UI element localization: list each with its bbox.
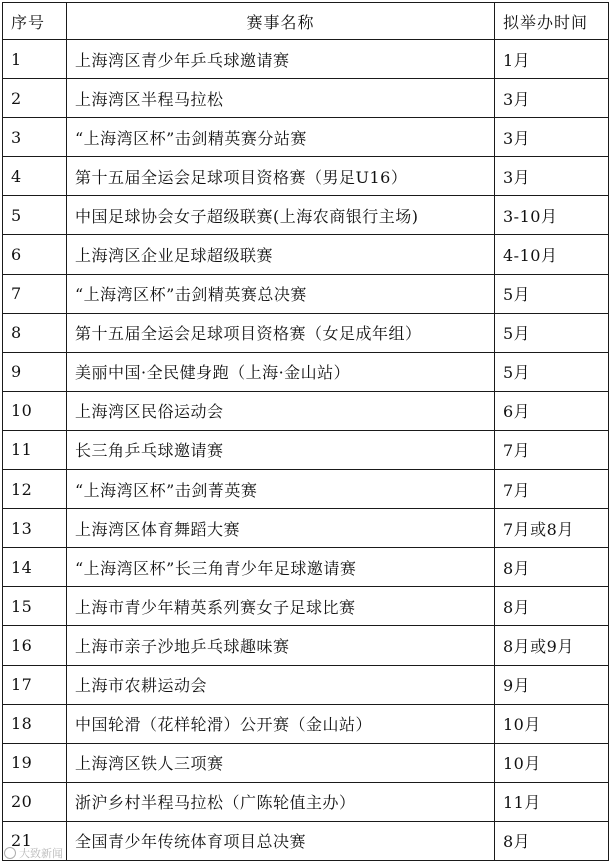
cell-planned-time: 8月 bbox=[495, 587, 609, 626]
cell-planned-time: 3月 bbox=[495, 118, 609, 157]
cell-event-name: 长三角乒乓球邀请赛 bbox=[67, 430, 495, 469]
cell-event-name: 美丽中国·全民健身跑（上海·金山站） bbox=[67, 352, 495, 391]
cell-event-name: 上海湾区企业足球超级联赛 bbox=[67, 235, 495, 274]
cell-event-name: “上海湾区杯”击剑菁英赛 bbox=[67, 470, 495, 509]
cell-event-name: 上海湾区青少年乒乓球邀请赛 bbox=[67, 40, 495, 79]
cell-number: 18 bbox=[3, 704, 67, 743]
table-row bbox=[3, 821, 609, 860]
cell-event-name: 上海湾区铁人三项赛 bbox=[67, 743, 495, 782]
table-row bbox=[3, 235, 609, 274]
table-row bbox=[3, 40, 609, 79]
cell-event-name: 第十五届全运会足球项目资格赛（女足成年组） bbox=[67, 313, 495, 352]
header-number: 序号 bbox=[3, 3, 67, 40]
events-table bbox=[2, 2, 609, 861]
cell-number: 15 bbox=[3, 587, 67, 626]
cell-number: 17 bbox=[3, 665, 67, 704]
cell-number: 7 bbox=[3, 274, 67, 313]
cell-planned-time: 8月或9月 bbox=[495, 626, 609, 665]
cell-number: 2 bbox=[3, 79, 67, 118]
cell-event-name: 上海湾区民俗运动会 bbox=[67, 391, 495, 430]
cell-number: 4 bbox=[3, 157, 67, 196]
cell-number: 3 bbox=[3, 118, 67, 157]
cell-planned-time: 7月 bbox=[495, 430, 609, 469]
cell-planned-time: 7月或8月 bbox=[495, 509, 609, 548]
table-row bbox=[3, 313, 609, 352]
table-row bbox=[3, 157, 609, 196]
cell-number: 9 bbox=[3, 352, 67, 391]
header-time: 拟举办时间 bbox=[495, 3, 609, 40]
watermark-text: 大致新闻 bbox=[19, 847, 63, 860]
cell-number: 19 bbox=[3, 743, 67, 782]
cell-planned-time: 5月 bbox=[495, 313, 609, 352]
table-row bbox=[3, 665, 609, 704]
cell-number: 21 bbox=[3, 821, 67, 860]
cell-event-name: 上海市农耕运动会 bbox=[67, 665, 495, 704]
table-row bbox=[3, 470, 609, 509]
cell-planned-time: 10月 bbox=[495, 704, 609, 743]
table-row bbox=[3, 587, 609, 626]
cell-event-name: 全国青少年传统体育项目总决赛 bbox=[67, 821, 495, 860]
cell-event-name: 上海市青少年精英系列赛女子足球比赛 bbox=[67, 587, 495, 626]
cell-event-name: “上海湾区杯”击剑精英赛分站赛 bbox=[67, 118, 495, 157]
cell-number: 14 bbox=[3, 548, 67, 587]
cell-planned-time: 9月 bbox=[495, 665, 609, 704]
cell-event-name: 浙沪乡村半程马拉松（广陈轮值主办） bbox=[67, 782, 495, 821]
cell-event-name: “上海湾区杯”长三角青少年足球邀请赛 bbox=[67, 548, 495, 587]
cell-number: 1 bbox=[3, 40, 67, 79]
cell-number: 8 bbox=[3, 313, 67, 352]
header-name: 赛事名称 bbox=[67, 3, 495, 40]
cell-planned-time: 3月 bbox=[495, 157, 609, 196]
cell-planned-time: 1月 bbox=[495, 40, 609, 79]
cell-planned-time: 8月 bbox=[495, 821, 609, 860]
table-row bbox=[3, 548, 609, 587]
cell-number: 10 bbox=[3, 391, 67, 430]
table-row bbox=[3, 782, 609, 821]
table-row bbox=[3, 509, 609, 548]
table-row bbox=[3, 118, 609, 157]
cell-planned-time: 11月 bbox=[495, 782, 609, 821]
table-row bbox=[3, 352, 609, 391]
table-row bbox=[3, 274, 609, 313]
cell-number: 13 bbox=[3, 509, 67, 548]
cell-event-name: 上海湾区半程马拉松 bbox=[67, 79, 495, 118]
cell-number: 5 bbox=[3, 196, 67, 235]
cell-planned-time: 5月 bbox=[495, 352, 609, 391]
cell-planned-time: 8月 bbox=[495, 548, 609, 587]
table-header-row bbox=[3, 3, 609, 40]
cell-number: 12 bbox=[3, 470, 67, 509]
cell-number: 16 bbox=[3, 626, 67, 665]
cell-planned-time: 3-10月 bbox=[495, 196, 609, 235]
table-row bbox=[3, 391, 609, 430]
cell-planned-time: 5月 bbox=[495, 274, 609, 313]
table-row bbox=[3, 430, 609, 469]
table-row bbox=[3, 196, 609, 235]
cell-number: 11 bbox=[3, 430, 67, 469]
table-row bbox=[3, 626, 609, 665]
cell-number: 6 bbox=[3, 235, 67, 274]
cell-event-name: 上海湾区体育舞蹈大赛 bbox=[67, 509, 495, 548]
cell-planned-time: 3月 bbox=[495, 79, 609, 118]
cell-number: 20 bbox=[3, 782, 67, 821]
watermark-logo-icon bbox=[4, 847, 16, 859]
table-row bbox=[3, 79, 609, 118]
cell-event-name: 上海市亲子沙地乒乓球趣味赛 bbox=[67, 626, 495, 665]
cell-planned-time: 10月 bbox=[495, 743, 609, 782]
watermark bbox=[4, 845, 63, 861]
cell-event-name: 第十五届全运会足球项目资格赛（男足U16） bbox=[67, 157, 495, 196]
table-row bbox=[3, 743, 609, 782]
cell-event-name: “上海湾区杯”击剑精英赛总决赛 bbox=[67, 274, 495, 313]
cell-planned-time: 7月 bbox=[495, 470, 609, 509]
table-row bbox=[3, 704, 609, 743]
cell-event-name: 中国足球协会女子超级联赛(上海农商银行主场) bbox=[67, 196, 495, 235]
cell-planned-time: 4-10月 bbox=[495, 235, 609, 274]
cell-planned-time: 6月 bbox=[495, 391, 609, 430]
cell-event-name: 中国轮滑（花样轮滑）公开赛（金山站） bbox=[67, 704, 495, 743]
